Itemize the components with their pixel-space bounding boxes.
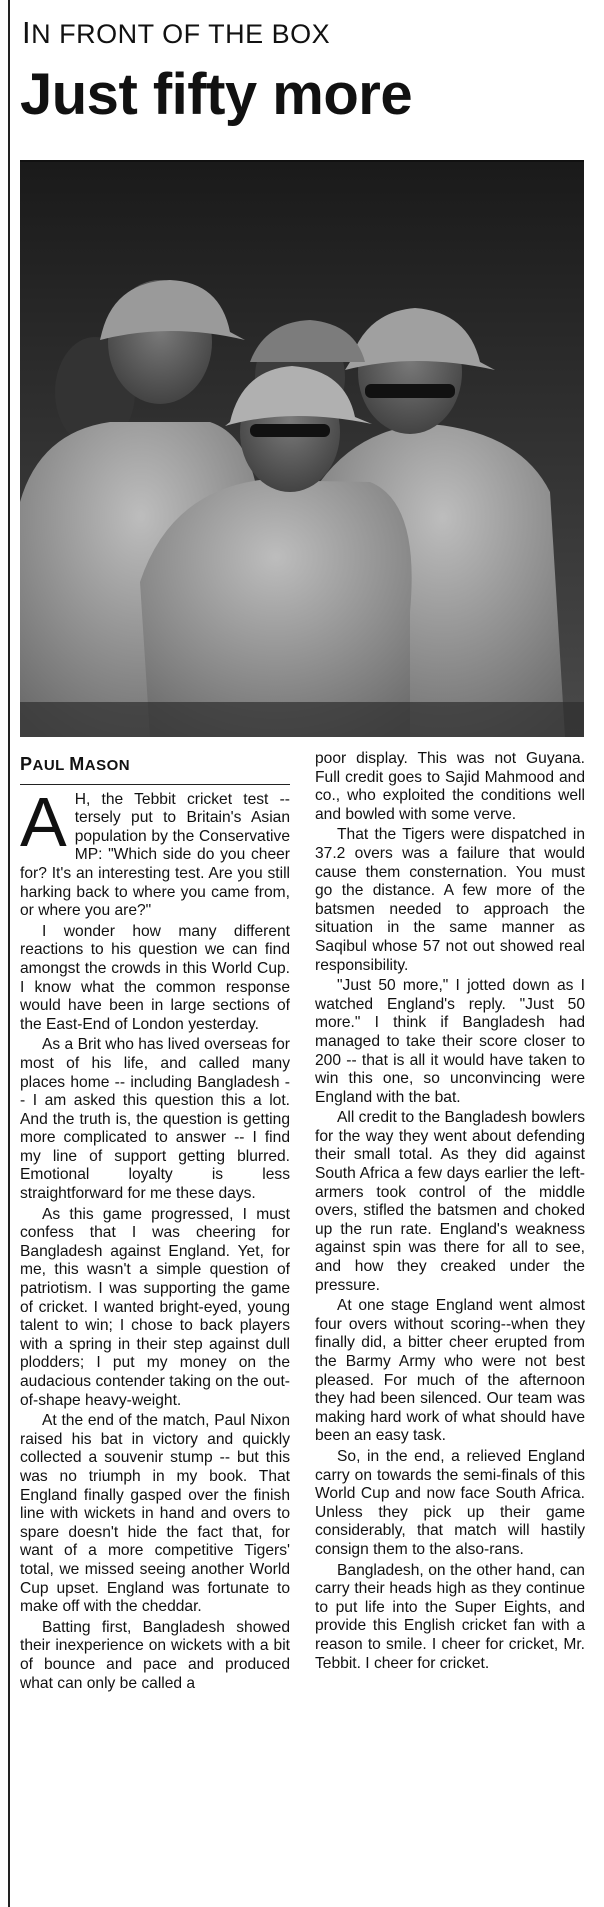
paragraph: As a Brit who has lived overseas for most of his life, and called many places home -- including Bangladesh -- I am asked this question this a lot. And the truth is, the question is getting more complicated to answer -- I find my line of support getting blurred. Emotional loyalty is less straightforward for me these days. xyxy=(20,1036,290,1203)
paragraph: That the Tigers were dispatched in 37.2 overs was a failure that would cause them consternation. You must go the distance. A few more of the batsmen needed to approach the situation in the same manner as Saqibul whose 57 not out showed real responsibility. xyxy=(315,826,585,974)
article-column-left xyxy=(20,753,290,1695)
paragraph xyxy=(20,782,290,921)
paragraph: "Just 50 more," I jotted down as I watched England's reply. "Just 50 more." I think if Bangladesh had managed to take their score closer to 200 -- that is all it would have taken to win this one, so unconvincing were England with the bat. xyxy=(315,977,585,1106)
byline-initial-first: P xyxy=(20,754,33,774)
byline xyxy=(20,755,290,785)
section-kicker xyxy=(22,15,331,50)
kicker-rest: N FRONT OF THE BOX xyxy=(31,19,331,49)
byline-last-rest: ASON xyxy=(84,757,131,774)
byline-initial-last: M xyxy=(69,754,85,774)
article-column-right xyxy=(315,750,585,1675)
kicker-initial: I xyxy=(22,15,32,50)
paragraph: As this game progressed, I must confess that I was cheering for Bangladesh against England. Yet, for me, this wasn't a simple question of patriotism. I was supporting the game of cricket. I wanted bright-eyed, young talent to win; I chose to back players with a spring in their step against dull plodders; I put my money on the audacious contender taking on the out-of-shape heavy-weight. xyxy=(20,1205,290,1409)
paragraph: All credit to the Bangladesh bowlers for the way they went about defending their small total. As they did against South Africa a few days earlier the left-armers took control of the middle overs, stifled the batsmen and choked up the run rate. England's weakness against spin was there for all to see, and how they creaked under the pressure. xyxy=(315,1109,585,1294)
paragraph-text: H, the Tebbit cricket test -- tersely put to Britain's Asian population by the Conservative MP: "Which side do you cheer for? It's an interesting test. Are you still harking back to where you came from, or where you are?" xyxy=(20,790,290,920)
paragraph: At one stage England went almost four overs without scoring--when they finally did, a bitter cheer erupted from the Barmy Army who were not best pleased. For much of the afternoon they had been silenced. Our team was making hard work of what should have been an easy task. xyxy=(315,1297,585,1445)
article-photo xyxy=(20,160,584,737)
drop-cap: A xyxy=(20,782,67,861)
column-rule xyxy=(8,0,10,1907)
players-photo-graphic xyxy=(20,162,584,737)
paragraph: At the end of the match, Paul Nixon raised his bat in victory and quickly collected a souvenir stump -- but this was no triumph in my book. That England finally gasped over the finish line with wickets in hand and overs to spare doesn't hide the fact that, for want of a more competitive Tigers' total, we missed seeing another World Cup upset. England was fortunate to make off with the cheddar. xyxy=(20,1412,290,1616)
headline: Just fifty more xyxy=(20,62,413,127)
paragraph: Batting first, Bangladesh showed their inexperience on wickets with a bit of bounce and pace and produced what can only be called a xyxy=(20,1618,290,1692)
byline-first-rest: AUL xyxy=(32,757,70,774)
paragraph: I wonder how many different reactions to his question we can find amongst the crowds in this World Cup. I know what the common response would have been in large sections of the East-End of London yesterday. xyxy=(20,922,290,1033)
paragraph: So, in the end, a relieved England carry on towards the semi-finals of this World Cup and now face South Africa. Unless they pick up their game considerably, that match will hastily consign them to the also-rans. xyxy=(315,1447,585,1558)
paragraph: poor display. This was not Guyana. Full credit goes to Sajid Mahmood and co., who exploited the conditions well and bowled with some verve. xyxy=(315,750,585,823)
paragraph: Bangladesh, on the other hand, can carry their heads high as they continue to put life into the Super Eights, and provide this English cricket fan with a reason to smile. I cheer for cricket, Mr. Tebbit. I cheer for cricket. xyxy=(315,1561,585,1672)
